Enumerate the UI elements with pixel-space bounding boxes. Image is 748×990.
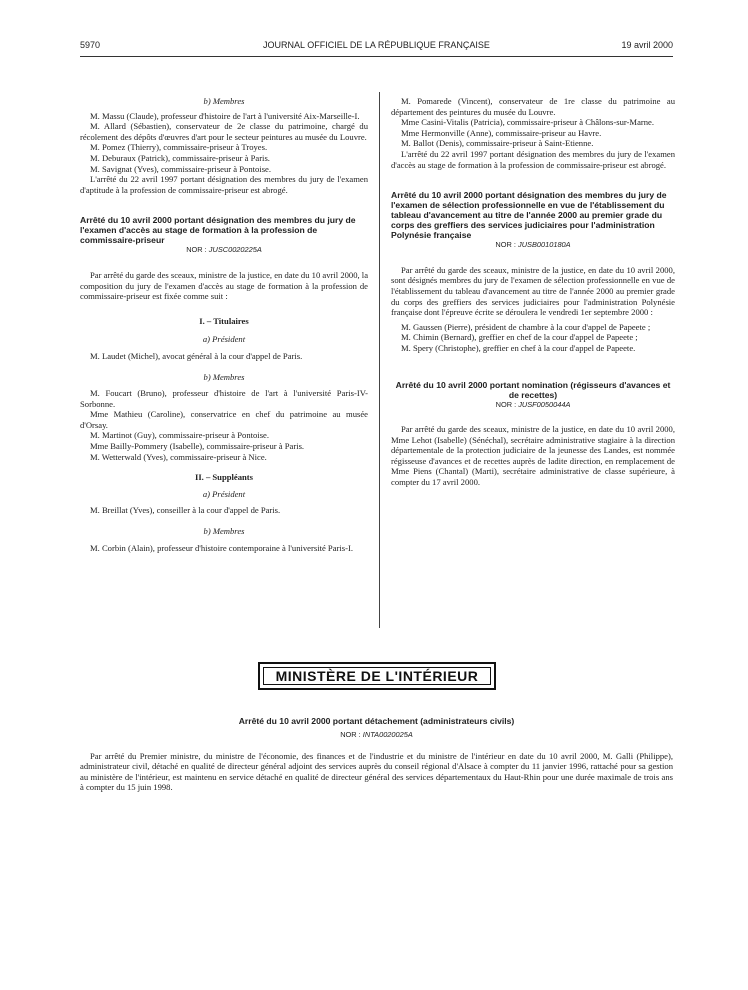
- right-column: [391, 96, 675, 488]
- member-entry: Mme Mathieu (Caroline), conservatrice en chef du patrimoine au musée d'Orsay.: [80, 409, 368, 430]
- member-entry: Mme Bailly-Pommery (Isabelle), commissaire-priseur à Paris.: [90, 441, 305, 452]
- section-title: II. – Suppléants: [194, 472, 254, 483]
- member-entry: M. Martinot (Guy), commissaire-priseur à Pontoise.: [90, 430, 270, 441]
- nor-label: NOR :: [186, 245, 209, 255]
- journal-title: JOURNAL OFFICIEL DE LA RÉPUBLIQUE FRANÇAISE: [263, 40, 490, 50]
- member-entry: M. Ballot (Denis), commissaire-priseur à Saint-Etienne.: [401, 138, 594, 149]
- page-number: 5970: [80, 40, 101, 50]
- arrete-title: Arrêté du 10 avril 2000 portant désignation des membres du jury de l'examen d'accès au stage de formation à la profession de commissaire-priseur: [80, 215, 356, 246]
- arrete-intro: Par arrêté du garde des sceaux, ministre de la justice, en date du 10 avril 2000, la composition du jury de l'examen d'accès au stage de formation à la profession de commissaire-priseur est fixée comme suit :: [80, 269, 369, 302]
- membres-label: b) Membres: [203, 526, 245, 537]
- nor-reference: [80, 245, 368, 256]
- nor-code: JUSC0020225A: [208, 245, 262, 255]
- arrete-title: Arrêté du 10 avril 2000 portant désignation des membres du jury de l'examen de sélection professionnelle en vue de l'établissement du tableau d'avancement au titre de l'année 2000 au premier grade du corps des greffiers des services judiciaires pour l'administration Polynésie française: [391, 190, 667, 241]
- member-entry: M. Gaussen (Pierre), président de chambre à la cour d'appel de Papeete ;: [401, 321, 651, 332]
- nor-reference: [80, 730, 673, 740]
- left-column: [80, 96, 368, 553]
- nor-code: JUSF0050044A: [518, 399, 571, 409]
- page-header: [80, 40, 673, 54]
- abrogation-text: L'arrêté du 22 avril 1997 portant désignation des membres du jury de l'examen d'accès au stage de formation à la profession de commissaire-priseur est abrogé.: [391, 148, 675, 170]
- president-entry: M. Laudet (Michel), avocat général à la cour d'appel de Paris.: [90, 350, 303, 361]
- nor-label: NOR :: [495, 240, 518, 250]
- bottom-arrete: [80, 716, 673, 792]
- arrete-title: Arrêté du 10 avril 2000 portant détachement (administrateurs civils): [238, 716, 515, 726]
- member-entry: M. Pomarede (Vincent), conservateur de 1re classe du patrimoine au département des peintures du musée du Louvre.: [391, 96, 675, 117]
- member-entry: M. Deburaux (Patrick), commissaire-priseur à Paris.: [90, 152, 270, 163]
- member-entry: M. Spery (Christophe), greffier en chef à la cour d'appel de Papeete.: [401, 342, 636, 353]
- member-entry: Mme Hermonville (Anne), commissaire-priseur au Havre.: [401, 127, 602, 138]
- arrete-text: Par arrêté du Premier ministre, du ministre de l'économie, des finances et de l'industrie et du ministre de l'intérieur en date du 10 avril 2000, M. Galli (Philippe), administrateur civil, détaché en qualité de directeur général adjoint des services auprès du conseil régional d'Alsace à compter du 11 janvier 1996, rattaché pour sa gestion au ministère de l'intérieur, est maintenu en service détaché en qualité de directeur général des services départementaux du Haut-Rhin pour une durée maximale de trois ans à compter du 15 juin 1998.: [80, 750, 673, 793]
- nor-reference: [391, 400, 675, 411]
- member-entry: M. Corbin (Alain), professeur d'histoire contemporaine à l'université Paris-I.: [90, 542, 353, 553]
- section-title: I. – Titulaires: [199, 315, 249, 326]
- ministry-title: MINISTÈRE DE L'INTÉRIEUR: [263, 667, 491, 685]
- president-entry: M. Breillat (Yves), conseiller à la cour d'appel de Paris.: [90, 505, 281, 516]
- member-entry: M. Allard (Sébastien), conservateur de 2e classe du patrimoine, chargé du récolement des dépôts d'œuvres d'art pour le secteur peintures au musée du Louvre.: [80, 121, 368, 142]
- nor-code: JUSB0010180A: [518, 240, 571, 250]
- member-entry: M. Pomez (Thierry), commissaire-priseur à Troyes.: [90, 142, 268, 153]
- header-rule: [80, 56, 673, 57]
- membres-label: b) Membres: [203, 96, 245, 106]
- issue-date: 19 avril 2000: [621, 40, 673, 50]
- member-entry: M. Foucart (Bruno), professeur d'histoire de l'art à l'université Paris-IV-Sorbonne.: [80, 388, 368, 409]
- arrete-text: Par arrêté du garde des sceaux, ministre de la justice, en date du 10 avril 2000, Mme Lehot (Isabelle) (Sénéchal), secrétaire administrative stagiaire à la direction départementale de la protection judiciaire de la jeunesse des Landes, est nommée régisseuse d'avances et de recettes auprès de ladite direction, en remplacement de Mme Piens (Chantal) (Marti), secrétaire administrative de classe supérieure, à compter du 17 avril 2000.: [391, 424, 675, 488]
- nor-reference: [391, 240, 675, 251]
- member-entry: M. Massu (Claude), professeur d'histoire de l'art à l'université Aix-Marseille-I.: [90, 110, 360, 121]
- member-entry: M. Chimin (Bernard), greffier en chef de la cour d'appel de Papeete ;: [401, 332, 638, 343]
- arrete-title: Arrêté du 10 avril 2000 portant nomination (régisseurs d'avances et de recettes): [395, 379, 671, 400]
- member-entry: Mme Casini-Vitalis (Patricia), commissaire-priseur à Châlons-sur-Marne.: [401, 117, 654, 128]
- column-separator: [379, 92, 380, 628]
- member-entry: M. Wetterwald (Yves), commissaire-priseur à Nice.: [90, 451, 267, 462]
- president-label: a) Président: [202, 334, 246, 345]
- arrete-intro: Par arrêté du garde des sceaux, ministre de la justice, en date du 10 avril 2000, sont désignés membres du jury de l'examen de sélection professionnelle en vue de l'établissement du tableau d'avancement au titre de l'année 2000 au premier grade du corps des greffiers des services judiciaires pour l'administration Polynésie française dont l'épreuve écrite se déroulera le vendredi 1er septembre 2000 :: [391, 264, 675, 318]
- abrogation-text: L'arrêté du 22 avril 1997 portant désignation des membres du jury de l'examen d'aptitude à la profession de commissaire-priseur est abrogé.: [80, 174, 368, 195]
- membres-label: b) Membres: [203, 371, 245, 382]
- member-entry: M. Savignat (Yves), commissaire-priseur à Pontoise.: [90, 163, 272, 174]
- ministry-banner: [258, 662, 496, 690]
- nor-label: NOR :: [495, 399, 519, 409]
- nor-label: NOR :: [340, 730, 363, 740]
- nor-code: INTA0020025A: [362, 730, 413, 740]
- president-label: a) Président: [202, 488, 246, 499]
